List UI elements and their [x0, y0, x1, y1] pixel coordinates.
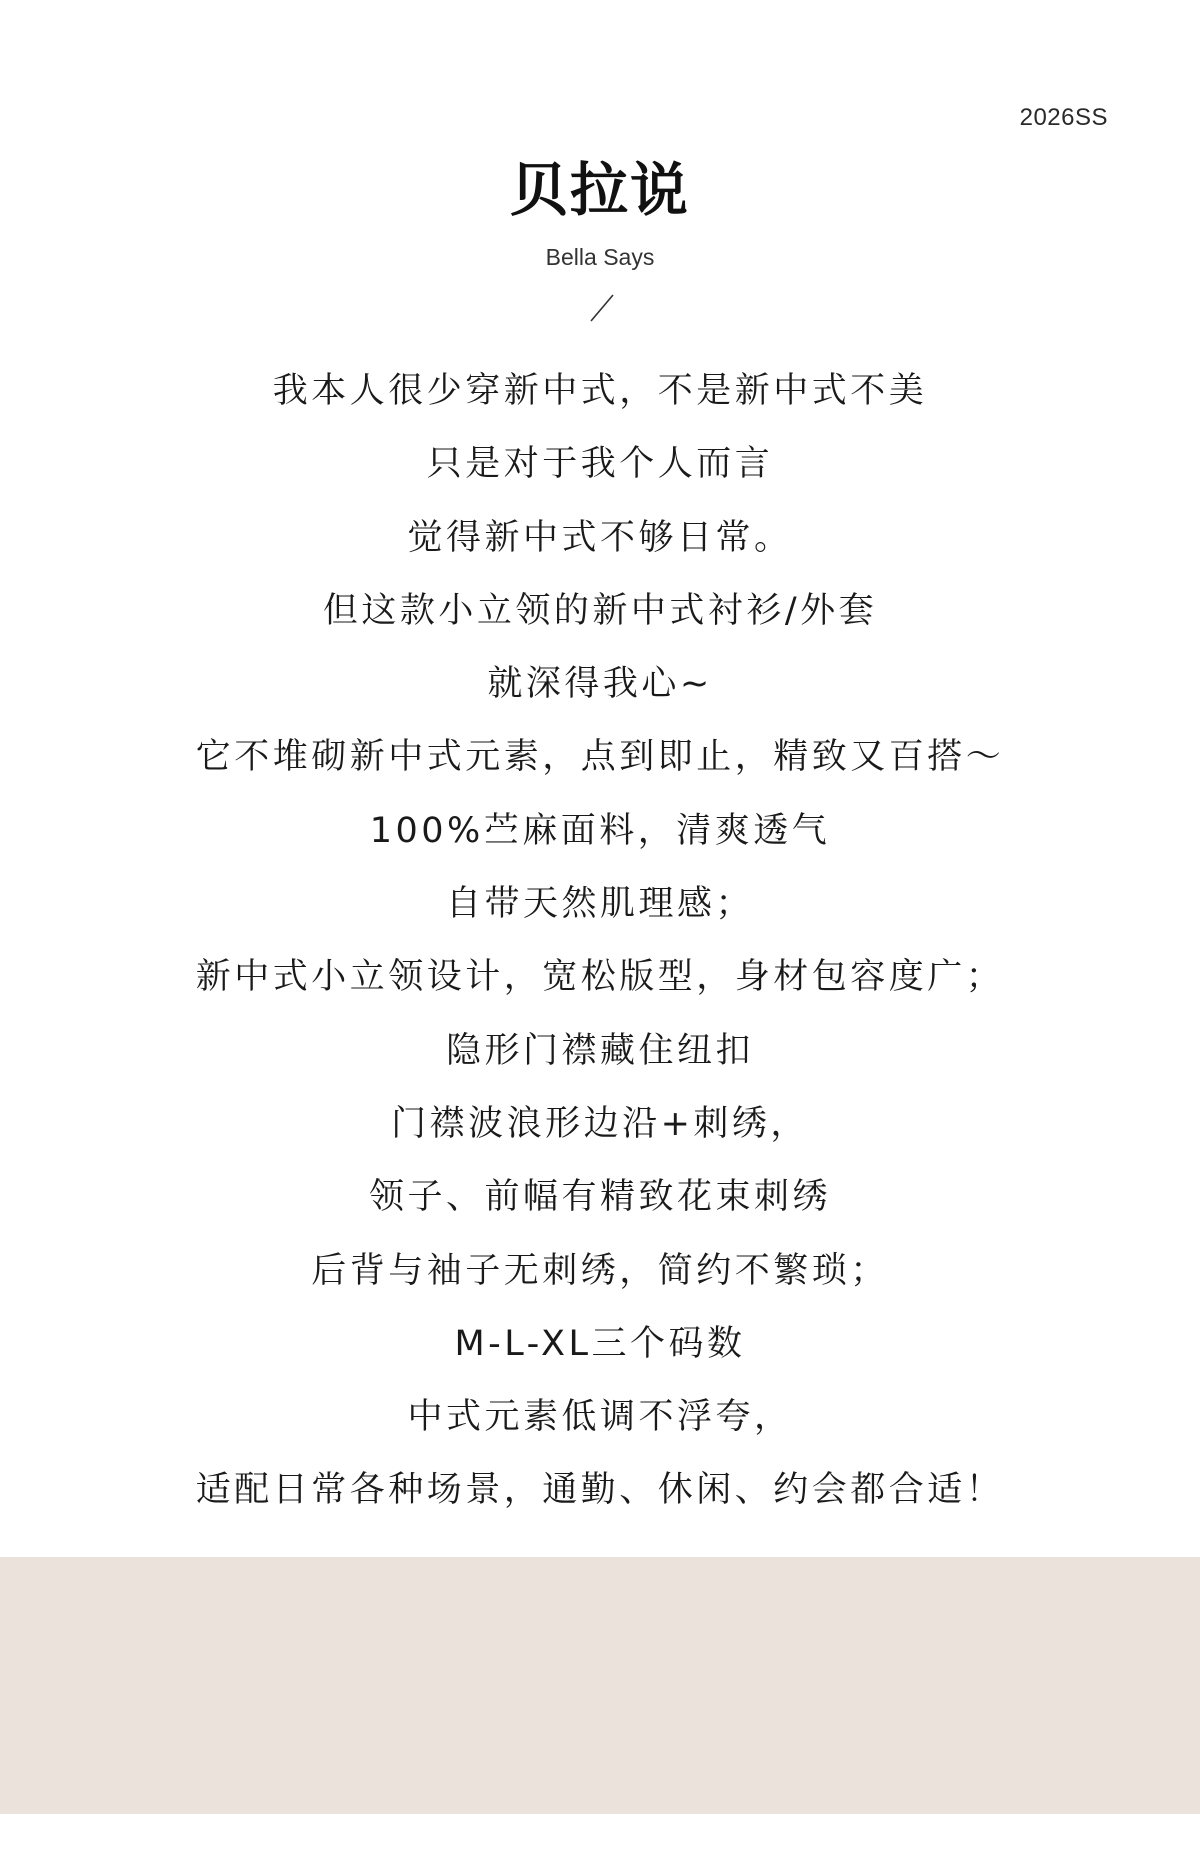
- text-line: 门襟波浪形边沿+刺绣，: [391, 1103, 809, 1144]
- text-line: 但这款小立领的新中式衬衫/外套: [322, 590, 878, 631]
- text-line: 新中式小立领设计，宽松版型，身材包容度广；: [195, 957, 1005, 998]
- text-line: 我本人很少穿新中式，不是新中式不美: [272, 371, 928, 411]
- slash-divider-icon: [590, 293, 614, 323]
- text-line: 就深得我心~: [487, 664, 713, 705]
- footer-color-band: [0, 1557, 1200, 1814]
- text-line: 只是对于我个人而言: [426, 444, 774, 485]
- description-text: [0, 355, 1200, 1528]
- text-line: 中式元素低调不浮夸，: [407, 1397, 793, 1438]
- text-line: 隐形门襟藏住纽扣: [445, 1030, 754, 1071]
- page-title: 贝拉说: [509, 156, 690, 224]
- text-line: 100%苎麻面料，清爽透气: [369, 810, 831, 851]
- text-line: 领子、前幅有精致花束刺绣: [368, 1177, 831, 1218]
- text-line: M-L-XL三个码数: [454, 1323, 746, 1364]
- text-line: 觉得新中式不够日常。: [407, 517, 793, 558]
- page-subtitle: Bella Says: [545, 244, 655, 270]
- text-line: 适配日常各种场景，通勤、休闲、约会都合适！: [195, 1470, 1005, 1511]
- season-label: 2026SS: [1019, 104, 1108, 131]
- text-line: 后背与袖子无刺绣，简约不繁琐；: [311, 1250, 889, 1291]
- text-line: 自带天然肌理感；: [445, 884, 754, 925]
- text-line: 它不堆砌新中式元素，点到即止，精致又百搭～: [195, 737, 1005, 778]
